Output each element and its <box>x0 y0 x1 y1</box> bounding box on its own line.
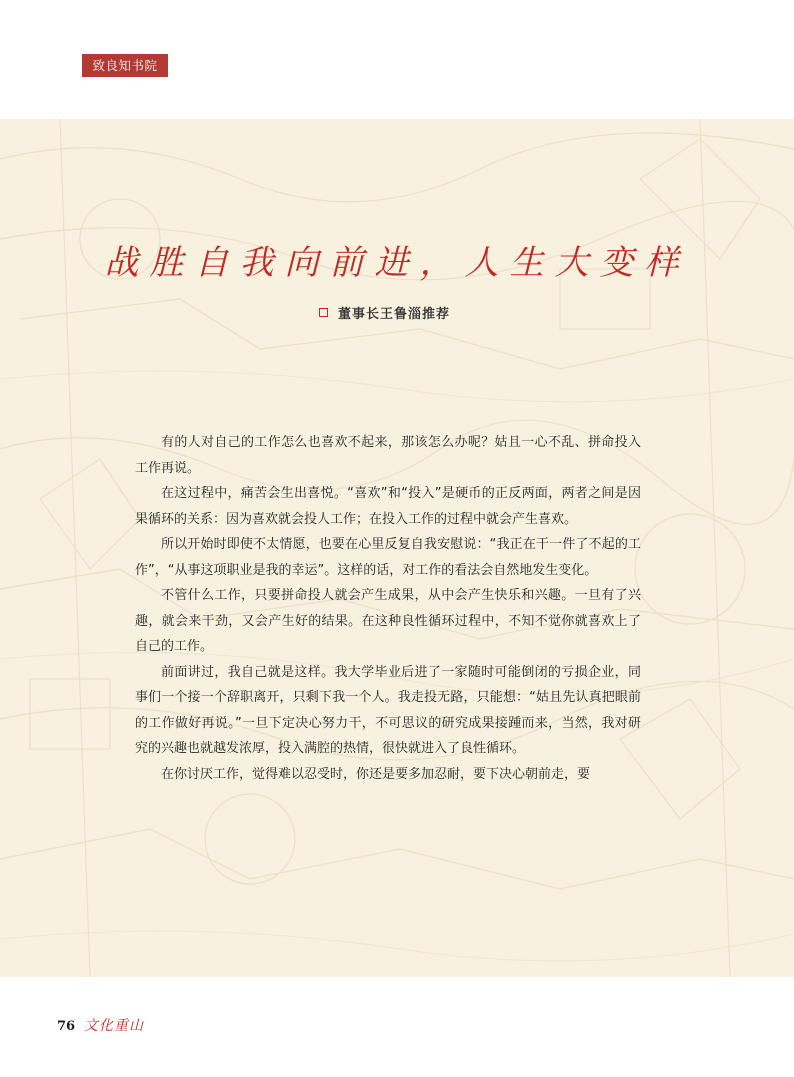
magazine-logo: 文化重山 <box>84 1018 144 1034</box>
recommender-line <box>319 302 450 322</box>
paragraph: 不管什么工作，只要拼命投人就会产生成果，从中会产生快乐和兴趣。一旦有了兴趣，就会来干劲，又会产生好的结果。在这种良性循环过程中，不知不觉你就喜欢上了自己的工作。 <box>135 588 641 654</box>
paragraph: 在这过程中，痛苦会生出喜悦。“喜欢”和“投入”是硬币的正反两面，两者之间是因果循环的关系：因为喜欢就会投人工作；在投入工作的过程中就会产生喜欢。 <box>135 486 641 527</box>
paragraph: 前面讲过，我自己就是这样。我大学毕业后进了一家随时可能倒闭的亏损企业，同事们一个接一个辞职离开，只剩下我一个人。我走投无路，只能想：“姑且先认真把眼前的工作做好再说。”一旦下定决心努力干，不可思议的研究成果接踵而来，当然，我对研究的兴趣也就越发浓厚，投入满腔的热情，很快就进入了良性循环。 <box>135 664 641 756</box>
article-title: 战胜自我向前进，人生大变样 <box>104 243 690 283</box>
page-number: 76 <box>57 1019 76 1034</box>
section-tag: 致良知书院 <box>82 54 168 77</box>
paragraph: 有的人对自己的工作怎么也喜欢不起来，那该怎么办呢？姑且一心不乱、拼命投入工作再说。 <box>135 435 641 476</box>
article-body <box>135 430 641 787</box>
recommender-text: 董事长王鲁淄推荐 <box>338 306 451 322</box>
paragraph: 在你讨厌工作，觉得难以忍受时，你还是要多加忍耐，要下决心朝前走，要 <box>161 766 591 782</box>
paragraph: 所以开始时即使不太情愿，也要在心里反复自我安慰说：“我正在干一件了不起的工作”，“从事这项职业是我的幸运”。这样的话，对工作的看法会自然地发生变化。 <box>135 537 641 578</box>
square-bullet-icon <box>319 308 328 317</box>
